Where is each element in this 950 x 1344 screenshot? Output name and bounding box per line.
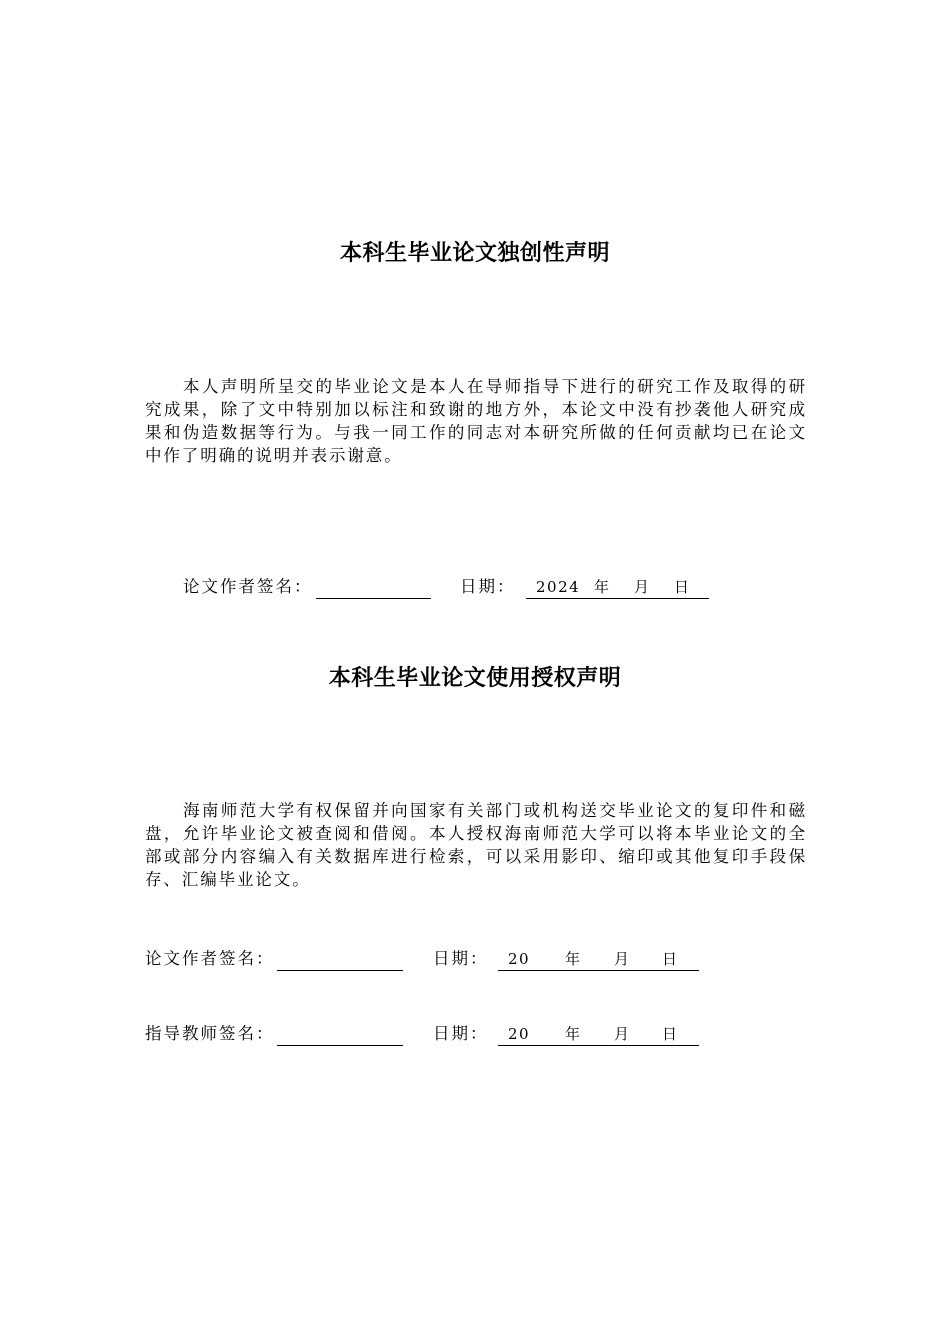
advisor-signature-field[interactable]: [277, 1022, 403, 1046]
date-field[interactable]: [526, 575, 709, 599]
author-signature-label: 论文作者签名：: [145, 949, 275, 968]
author-signature-field[interactable]: [277, 947, 403, 971]
date-year-char: 年: [565, 950, 582, 968]
date-year-char: 年: [594, 578, 611, 596]
date-year: 2024: [536, 578, 581, 596]
authorization-advisor-signature-row: [145, 1022, 705, 1046]
date-field[interactable]: [498, 1022, 699, 1046]
date-month-char: 月: [614, 950, 631, 968]
date-day-char: 日: [662, 950, 679, 968]
date-month-char: 月: [614, 1025, 631, 1043]
date-year: 20: [508, 950, 531, 968]
author-signature-field[interactable]: [316, 575, 431, 599]
date-label: 日期：: [460, 577, 516, 596]
date-day-char: 日: [674, 578, 691, 596]
date-label: 日期：: [433, 949, 489, 968]
originality-body: 本人声明所呈交的毕业论文是本人在导师指导下进行的研究工作及取得的研究成果，除了文中特别加以标注和致谢的地方外，本论文中没有抄袭他人研究成果和伪造数据等行为。与我一同工作的同志对本研究所做的任何贡献均已在论文中作了明确的说明并表示谢意。: [145, 377, 807, 465]
date-year: 20: [508, 1025, 531, 1043]
authorization-body: 海南师范大学有权保留并向国家有关部门或机构送交毕业论文的复印件和磁盘，允许毕业论文被查阅和借阅。本人授权海南师范大学可以将本毕业论文的全部或部分内容编入有关数据库进行检索，可以采用影印、缩印或其他复印手段保存、汇编毕业论文。: [145, 801, 807, 889]
advisor-signature-label: 指导教师签名：: [145, 1024, 275, 1043]
author-signature-label: 论文作者签名：: [183, 577, 313, 596]
originality-signature-row: [183, 575, 723, 599]
authorization-title: 本科生毕业论文使用授权声明: [328, 666, 622, 691]
date-field[interactable]: [498, 947, 699, 971]
date-year-char: 年: [565, 1025, 582, 1043]
date-month-char: 月: [634, 578, 651, 596]
originality-title: 本科生毕业论文独创性声明: [339, 241, 610, 266]
authorization-author-signature-row: [145, 947, 705, 971]
date-day-char: 日: [662, 1025, 679, 1043]
date-label: 日期：: [433, 1024, 489, 1043]
